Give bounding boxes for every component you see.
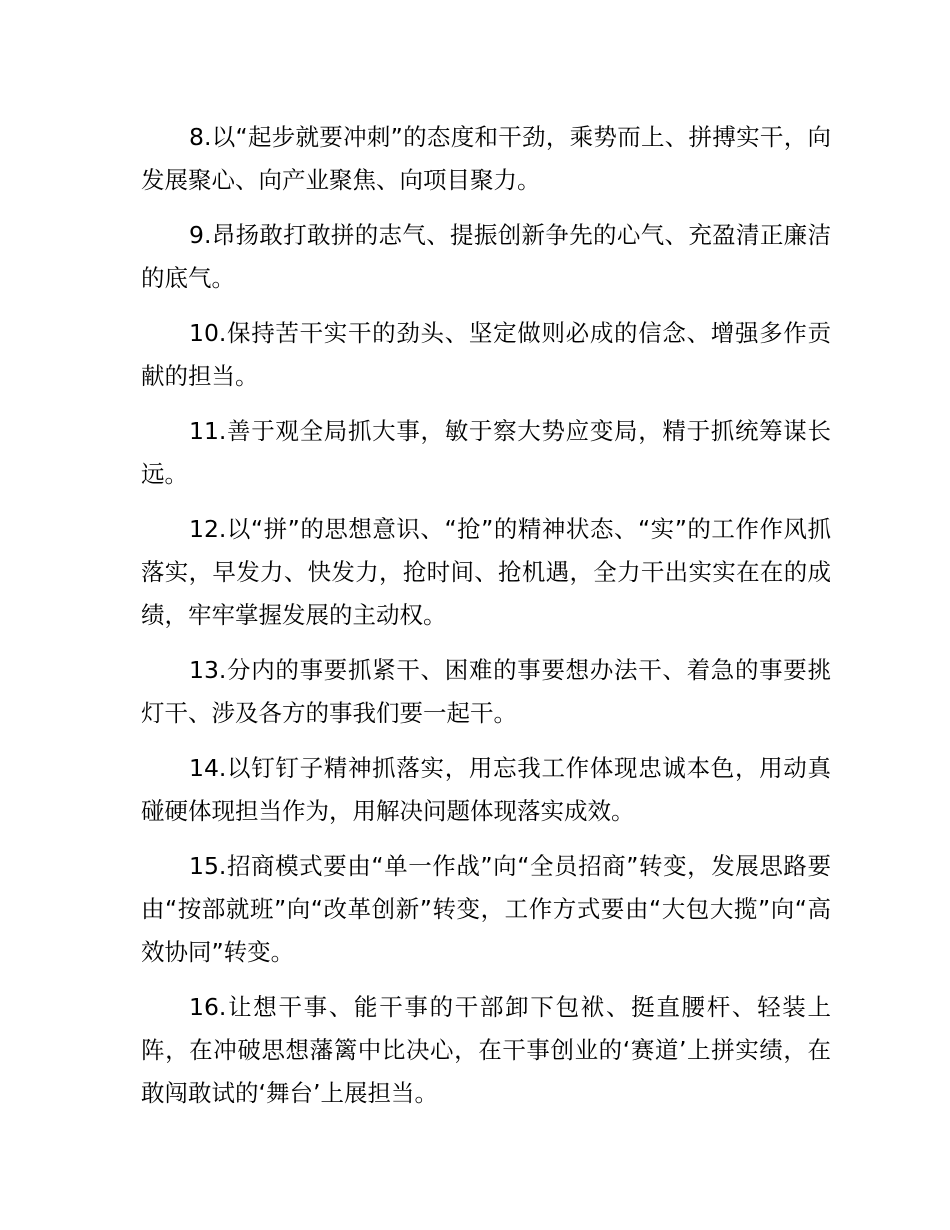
paragraph-15: 15.招商模式要由“单一作战”向“全员招商”转变，发展思路要由“按部就班”向“改革创新”转变，工作方式要由“大包大揽”向“高效协同”转变。 <box>141 852 831 966</box>
paragraph-9: 9.昂扬敢打敢拼的志气、提振创新争先的心气、充盈清正廉洁的底气。 <box>141 221 831 292</box>
paragraph-13: 13.分内的事要抓紧干、困难的事要想办法干、着急的事要挑灯干、涉及各方的事我们要一起干。 <box>141 656 831 727</box>
paragraph-8: 8.以“起步就要冲刺”的态度和干劲，乘势而上、拼搏实干，向发展聚心、向产业聚焦、向项目聚力。 <box>141 123 831 194</box>
paragraph-14: 14.以钉钉子精神抓落实，用忘我工作体现忠诚本色，用动真碰硬体现担当作为，用解决问题体现落实成效。 <box>141 754 831 825</box>
paragraph-11: 11.善于观全局抓大事，敏于察大势应变局，精于抓统筹谋长远。 <box>141 417 831 488</box>
paragraph-16: 16.让想干事、能干事的干部卸下包袱、挺直腰杆、轻装上阵，在冲破思想藩篱中比决心，在干事创业的‘赛道’上拼实绩，在敢闯敢试的‘舞台’上展担当。 <box>141 993 831 1107</box>
paragraph-10: 10.保持苦干实干的劲头、坚定做则必成的信念、增强多作贡献的担当。 <box>141 319 831 390</box>
paragraph-12: 12.以“拼”的思想意识、“抢”的精神状态、“实”的工作作风抓落实，早发力、快发力，抢时间、抢机遇，全力干出实实在在的成绩，牢牢掌握发展的主动权。 <box>141 515 831 629</box>
document-page <box>141 116 831 1127</box>
